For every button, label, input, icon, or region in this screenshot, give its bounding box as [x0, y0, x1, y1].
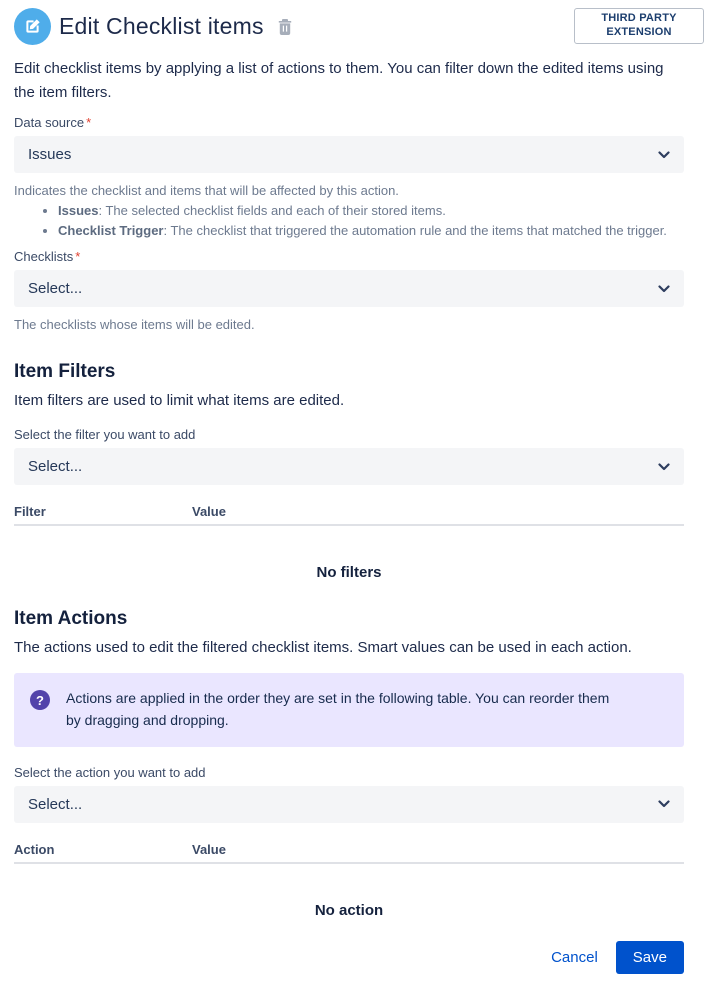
- third-party-extension-badge: THIRD PARTY EXTENSION: [574, 8, 704, 44]
- checklists-select[interactable]: [14, 270, 684, 307]
- actions-column-value: Value: [192, 841, 226, 857]
- filter-select-value: Select...: [28, 458, 83, 476]
- filters-table-header: [14, 504, 684, 526]
- checklists-field: [14, 249, 684, 334]
- list-item: • Checklist Trigger: The checklist that triggered the automation rule and the items that matched the trigger.: [58, 222, 684, 240]
- checklists-help: The checklists whose items will be edited.: [14, 317, 255, 333]
- required-asterisk: *: [86, 115, 92, 130]
- action-select-value: Select...: [28, 795, 83, 813]
- data-source-field: [14, 115, 684, 239]
- data-source-options-list: [14, 202, 684, 239]
- required-asterisk: *: [75, 249, 81, 265]
- checklists-label: Checklists *: [14, 249, 81, 265]
- filters-column-filter: Filter: [14, 504, 46, 520]
- filter-select[interactable]: [14, 448, 684, 485]
- list-item: • Issues: The selected checklist fields and each of their stored items.: [58, 202, 684, 220]
- checklists-value: Select...: [28, 280, 83, 298]
- edit-compose-icon: [14, 8, 51, 45]
- data-source-select[interactable]: [14, 136, 684, 173]
- question-mark-icon: ?: [30, 690, 50, 710]
- data-source-help: Indicates the checklist and items that will be affected by this action.: [14, 183, 399, 198]
- cancel-button[interactable]: Cancel: [551, 948, 598, 966]
- item-actions-description: The actions used to edit the filtered checklist items. Smart values can be used in each action.: [14, 639, 632, 657]
- item-actions-heading: Item Actions: [14, 608, 128, 630]
- actions-empty-state: No action: [314, 901, 384, 919]
- item-filters-description: Item filters are used to limit what items are edited.: [14, 392, 345, 410]
- chevron-down-icon: [658, 458, 670, 476]
- save-button[interactable]: Save: [616, 941, 684, 974]
- actions-table-header: [14, 842, 684, 864]
- data-source-label: Data source *: [14, 115, 92, 130]
- filter-select-label: Select the filter you want to add: [14, 427, 196, 443]
- chevron-down-icon: [658, 280, 670, 298]
- chevron-down-icon: [658, 146, 670, 164]
- reorder-info-text: Actions are applied in the order they are set in the following table. You can reorder them by dragging and dropping.: [66, 690, 610, 729]
- item-filters-heading: Item Filters: [14, 361, 116, 383]
- trash-icon[interactable]: [276, 17, 294, 37]
- actions-column-action: Action: [14, 841, 55, 857]
- form-description: Edit checklist items by applying a list of actions to them. You can filter down the edited items using the item filters.: [14, 60, 664, 101]
- filters-column-value: Value: [192, 504, 226, 520]
- filters-empty-state: No filters: [316, 564, 382, 582]
- data-source-value: Issues: [28, 146, 72, 163]
- action-select[interactable]: [14, 786, 684, 823]
- form-footer: [14, 941, 684, 984]
- page-title: Edit Checklist items: [59, 13, 264, 39]
- reorder-info-box: [14, 673, 684, 746]
- action-select-label: Select the action you want to add: [14, 764, 206, 780]
- chevron-down-icon: [658, 795, 670, 813]
